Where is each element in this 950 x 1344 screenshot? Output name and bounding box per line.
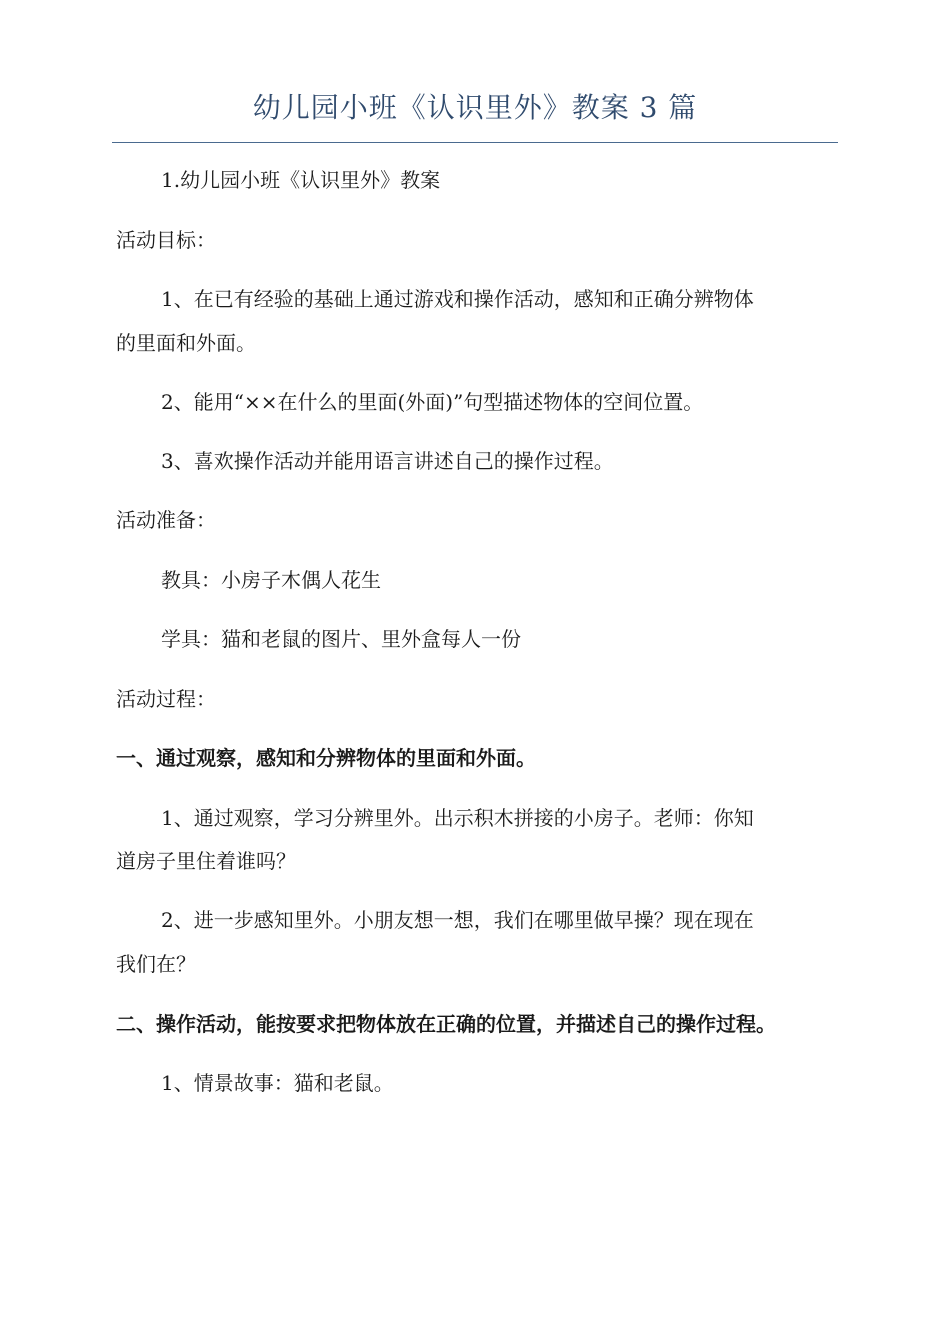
document-title: 幼儿园小班《认识里外》教案 3 篇 [252,91,698,124]
paragraph-step-2-1: 1、情景故事：猫和老鼠。 [161,1071,394,1095]
paragraph-step-2-heading: 二、操作活动，能按要求把物体放在正确的位置，并描述自己的操作过程。 [116,1012,776,1036]
paragraph-activity-goals-label: 活动目标： [116,228,216,252]
paragraph-goal-2: 2、能用“××在什么的里面(外面)”句型描述物体的空间位置。 [161,390,704,414]
section-heading: 1.幼儿园小班《认识里外》教案 [161,168,441,192]
title-divider [112,142,838,143]
paragraph-teacher-materials: 教具：小房子木偶人花生 [161,568,381,592]
paragraph-goal-3: 3、喜欢操作活动并能用语言讲述自己的操作过程。 [161,449,614,473]
paragraph-step-1-2-line-2: 我们在？ [116,952,196,976]
paragraph-step-1-2-line-1: 2、进一步感知里外。小朋友想一想，我们在哪里做早操？现在现在 [161,908,754,932]
paragraph-step-1-heading: 一、通过观察，感知和分辨物体的里面和外面。 [116,746,536,770]
paragraph-goal-1-line-2: 的里面和外面。 [116,331,256,355]
paragraph-student-materials: 学具：猫和老鼠的图片、里外盒每人一份 [161,627,521,651]
paragraph-goal-1-line-1: 1、在已有经验的基础上通过游戏和操作活动，感知和正确分辨物体 [161,287,754,311]
paragraph-step-1-1-line-1: 1、通过观察，学习分辨里外。出示积木拼接的小房子。老师：你知 [161,806,754,830]
paragraph-preparation-label: 活动准备： [116,508,216,532]
paragraph-step-1-1-line-2: 道房子里住着谁吗？ [116,849,296,873]
paragraph-process-label: 活动过程： [116,687,216,711]
